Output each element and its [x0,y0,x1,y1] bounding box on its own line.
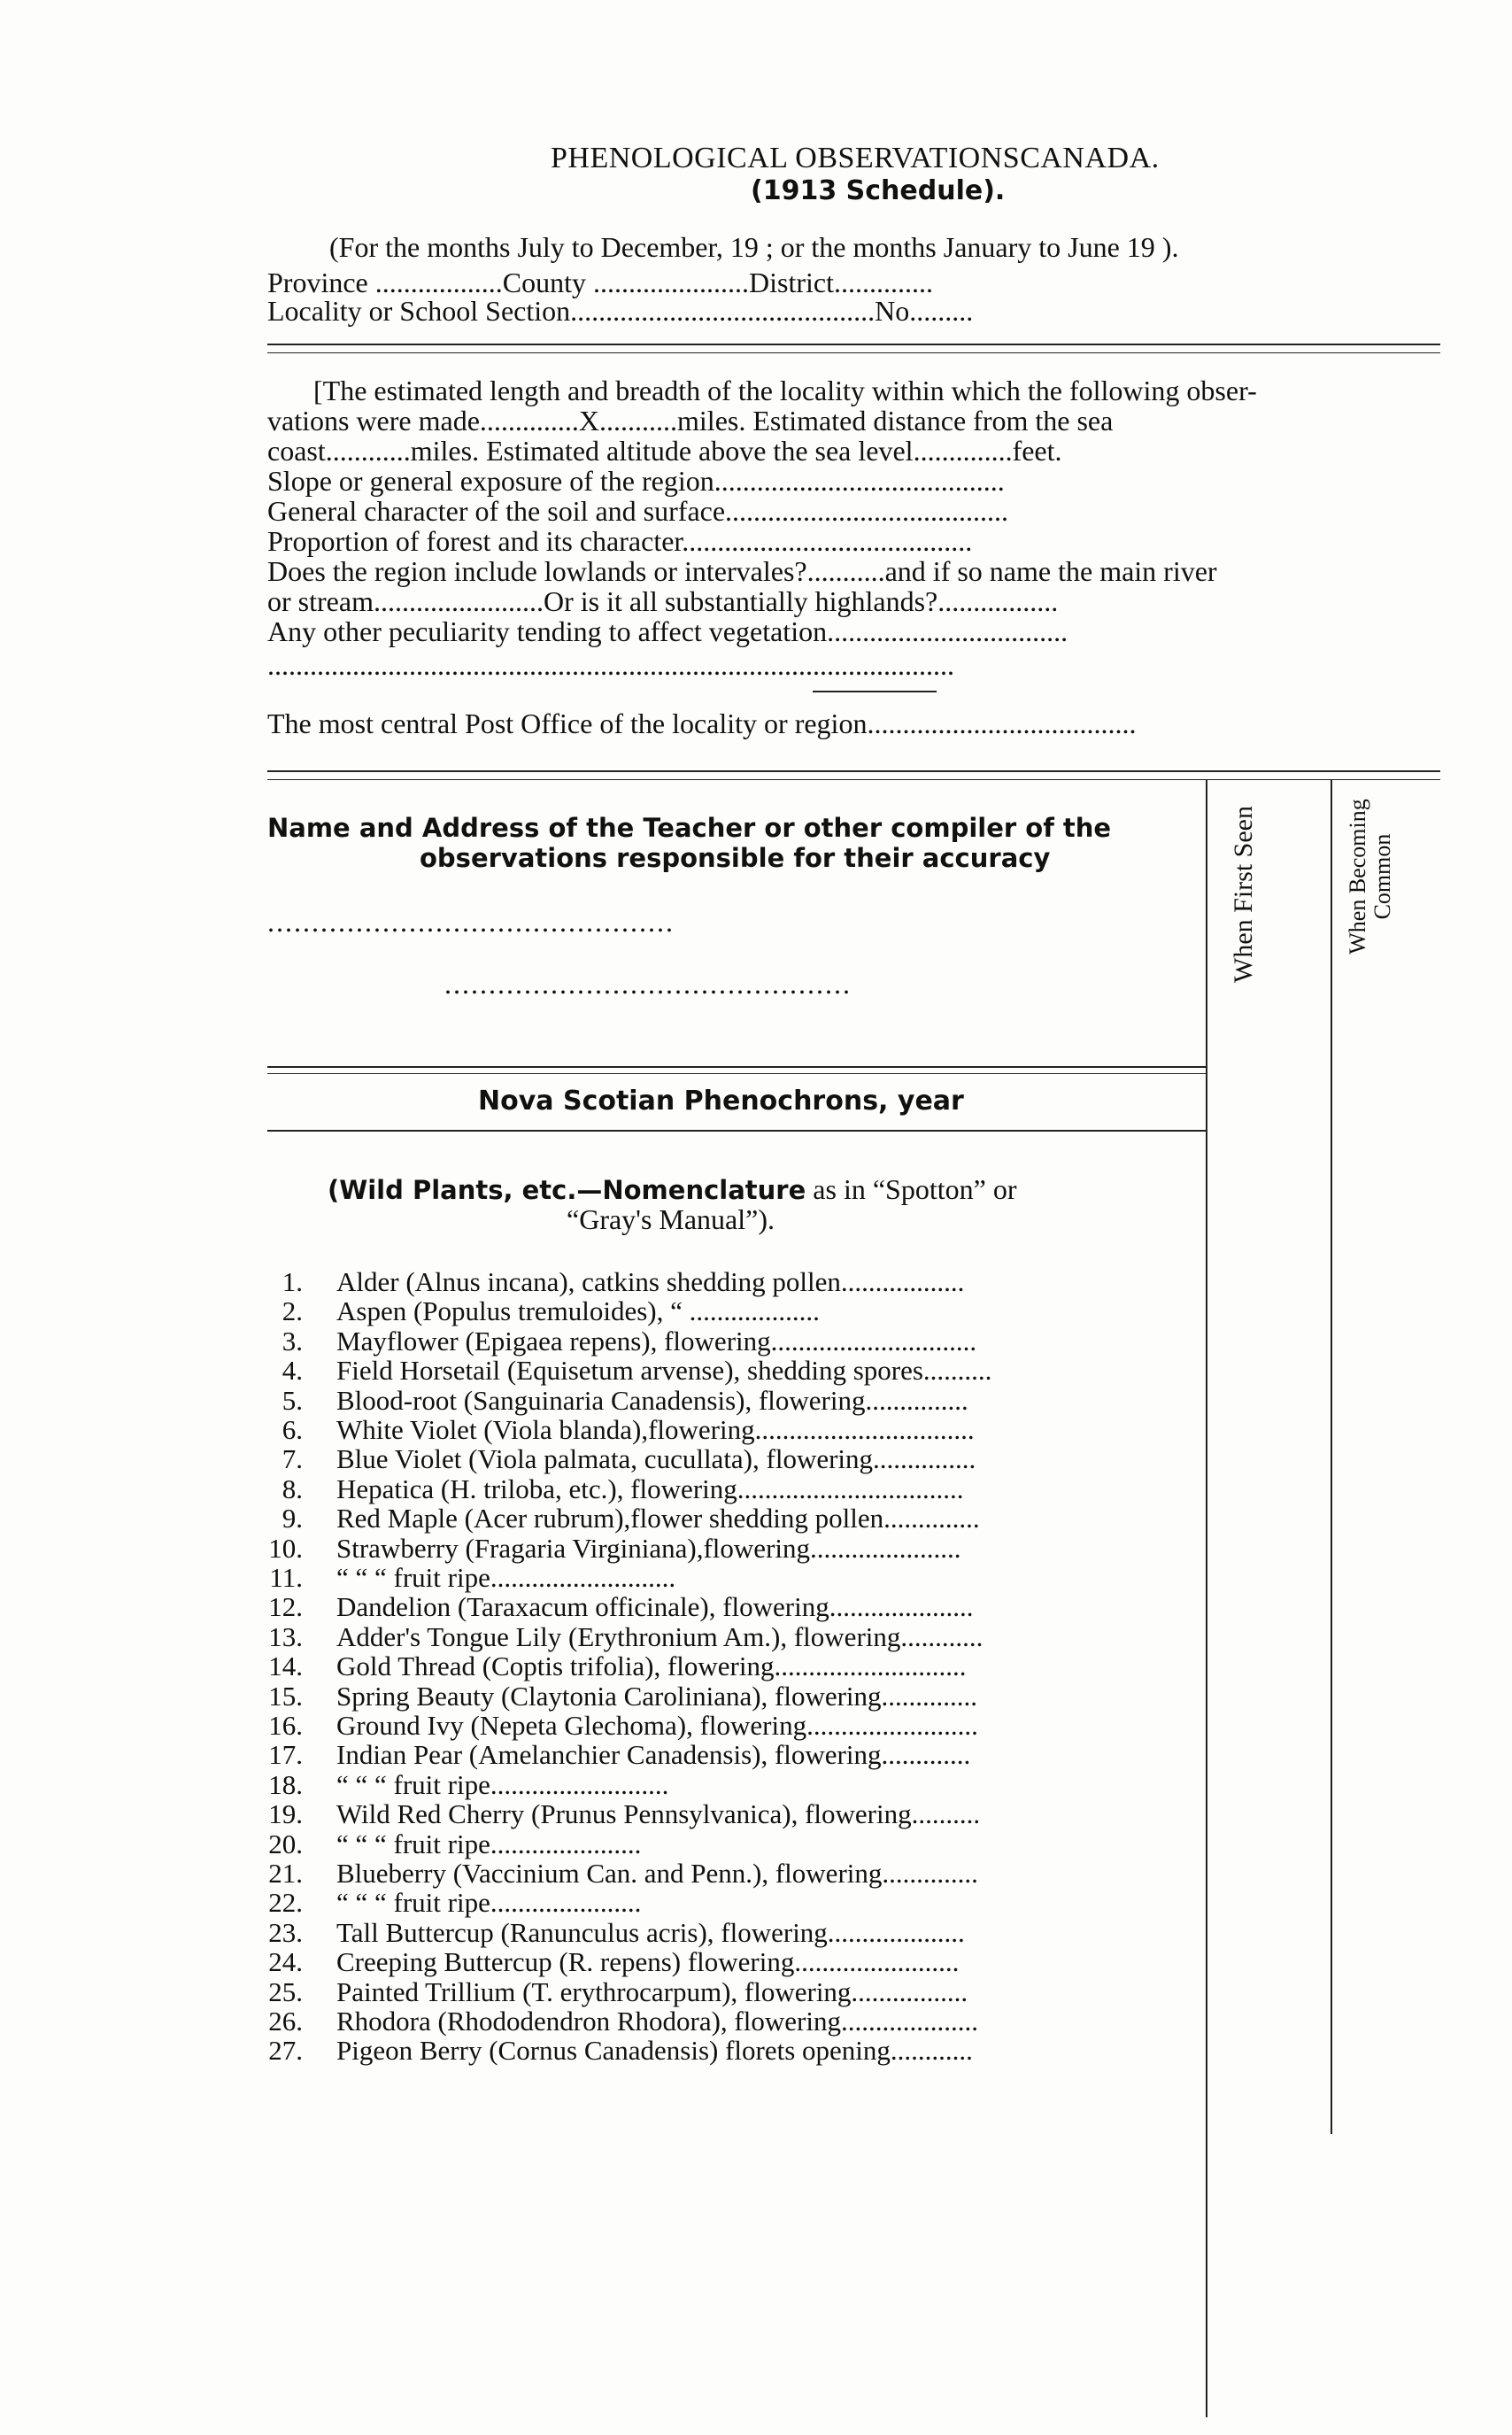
section-note-bold: (Wild Plants, etc.—Nomenclature [328,1175,806,1205]
list-item-number: 1. [282,1266,303,1297]
list-item-text: Gold Thread (Coptis trifolia), flowering............................ [336,1650,967,1682]
section-note-rest: as in “Spotton” or [806,1173,1017,1205]
compiler-heading-1: Name and Address of the Teacher or other compiler of the [267,813,1112,843]
list-item-text: Field Horsetail (Equisetum arvense), shedding spores.......... [336,1355,992,1387]
list-item-number: 16. [268,1710,303,1741]
divider-3 [267,1066,1206,1068]
compiler-dots-1: .............................................. [267,906,675,938]
divider-3b [267,1073,1206,1074]
list-item-number: 3. [282,1325,303,1357]
list-item-number: 20. [268,1828,303,1859]
list-item-number: 24. [268,1946,303,1978]
compiler-heading-2: observations responsible for their accuracy [420,843,1051,873]
short-divider [813,691,937,692]
list-item-number: 7. [282,1443,303,1475]
section-title: Nova Scotian Phenochrons, year [478,1086,964,1117]
list-item-number: 8. [282,1473,303,1504]
divider-1b [267,352,1440,353]
list-item-number: 10. [268,1532,303,1564]
page-title: PHENOLOGICAL OBSERVATIONSCANADA. [551,142,1160,174]
province-line: Province ..................County ......................District.............. [267,267,933,298]
list-item-number: 12. [268,1591,303,1623]
list-item-number: 15. [268,1680,303,1712]
list-item-text: Painted Trillium (T. erythrocarpum), flowering................. [336,1975,968,2007]
list-item-text: Tall Buttercup (Ranunculus acris), flowering.................... [336,1916,965,1948]
locality-line: Locality or School Section...........................................No......... [267,295,974,327]
list-item-text: Blood-root (Sanguinaria Canadensis), flowering............... [336,1384,968,1416]
list-item-number: 13. [268,1620,303,1652]
list-item-text: “ “ “ fruit ripe...................... [336,1887,642,1919]
list-item-text: Strawberry (Fragaria Virginiana),flowering...................... [336,1532,961,1564]
list-item-text: Creeping Buttercup (R. repens) flowering........................ [336,1946,960,1978]
list-item-text: “ “ “ fruit ripe........................... [336,1562,676,1593]
divider-2 [267,770,1440,772]
slope-line: Slope or general exposure of the region......................................... [267,465,1005,497]
list-item-number: 23. [268,1916,303,1948]
months-line: (For the months July to December, 19 ; or the months January to June 19 ). [329,231,1179,263]
list-item-number: 14. [268,1650,303,1682]
stream-line: or stream........................Or is it all substantially highlands?................. [267,585,1059,617]
list-item-text: Aspen (Populus tremuloides), “ ................... [336,1295,820,1327]
column-header-becoming-common: When Becoming Common [1345,799,1395,955]
list-item-number: 5. [282,1384,303,1416]
column-rule-left [1206,779,1207,2417]
list-item-text: Blue Violet (Viola palmata, cucullata), flowering............... [336,1443,976,1475]
list-item-number: 11. [269,1562,303,1593]
list-item-number: 26. [268,2006,303,2037]
list-item-number: 17. [268,1739,303,1771]
list-item-text: White Violet (Viola blanda),flowering................................ [336,1414,975,1445]
divider-4 [267,1130,1206,1132]
list-item-text: Mayflower (Epigaea repens), flowering.............................. [336,1325,977,1357]
list-item-number: 4. [282,1355,303,1387]
post-office-line: The most central Post Office of the locality or region...................................... [267,707,1137,739]
list-item-text: Wild Red Cherry (Prunus Pennsylvanica), flowering.......... [336,1798,981,1830]
list-item-text: Pigeon Berry (Cornus Canadensis) florets opening............ [336,2035,973,2067]
list-item-text: “ “ “ fruit ripe...................... [336,1828,642,1859]
list-item-number: 9. [282,1503,303,1534]
list-item-text: Alder (Alnus incana), catkins shedding pollen.................. [336,1266,965,1297]
list-item-text: Indian Pear (Amelanchier Canadensis), flowering............. [336,1739,971,1771]
divider-1 [267,344,1440,345]
section-note-1 [328,1174,1016,1205]
blank-line: ................................................................................................. [267,649,954,681]
column-rule-middle [1331,779,1332,2134]
divider-2b [267,779,1440,780]
other-line: Any other peculiarity tending to affect vegetation.................................. [267,615,1068,647]
list-item-number: 2. [282,1295,303,1327]
estimate-line-3: coast............miles. Estimated altitude above the sea level..............feet. [267,435,1062,467]
section-note-2: “Gray's Manual”). [567,1203,775,1235]
list-item-number: 27. [268,2035,303,2067]
forest-line: Proportion of forest and its character......................................... [267,525,973,557]
list-item-text: Adder's Tongue Lily (Erythronium Am.), flowering............ [336,1620,984,1652]
list-item-text: Red Maple (Acer rubrum),flower shedding pollen.............. [336,1503,980,1534]
soil-line: General character of the soil and surface........................................ [267,495,1009,527]
list-item-text: “ “ “ fruit ripe.......................... [336,1768,669,1800]
page-subtitle: (1913 Schedule). [751,175,1006,206]
list-item-number: 19. [268,1798,303,1830]
estimate-line-2: vations were made..............X...........miles. Estimated distance from the sea [267,405,1114,437]
column-header-first-seen: When First Seen [1229,806,1258,983]
list-item-text: Hepatica (H. triloba, etc.), flowering................................. [336,1473,964,1504]
lowlands-line: Does the region include lowlands or intervales?...........and if so name the main river [267,555,1217,587]
list-item-number: 25. [268,1975,303,2007]
list-item-number: 21. [268,1858,303,1889]
list-item-text: Rhodora (Rhododendron Rhodora), flowering.................... [336,2006,978,2037]
list-item-number: 22. [268,1887,303,1919]
list-item-text: Ground Ivy (Nepeta Glechoma), flowering......................... [336,1710,978,1741]
list-item-text: Spring Beauty (Claytonia Caroliniana), flowering.............. [336,1680,978,1712]
list-item-number: 6. [282,1414,303,1445]
list-item-text: Blueberry (Vaccinium Can. and Penn.), flowering.............. [336,1858,978,1889]
compiler-dots-2: .............................................. [444,968,852,1000]
list-item-text: Dandelion (Taraxacum officinale), flowering..................... [336,1591,974,1623]
estimate-line-1: [The estimated length and breadth of the locality within which the following obser- [313,375,1257,406]
list-item-number: 18. [268,1768,303,1800]
